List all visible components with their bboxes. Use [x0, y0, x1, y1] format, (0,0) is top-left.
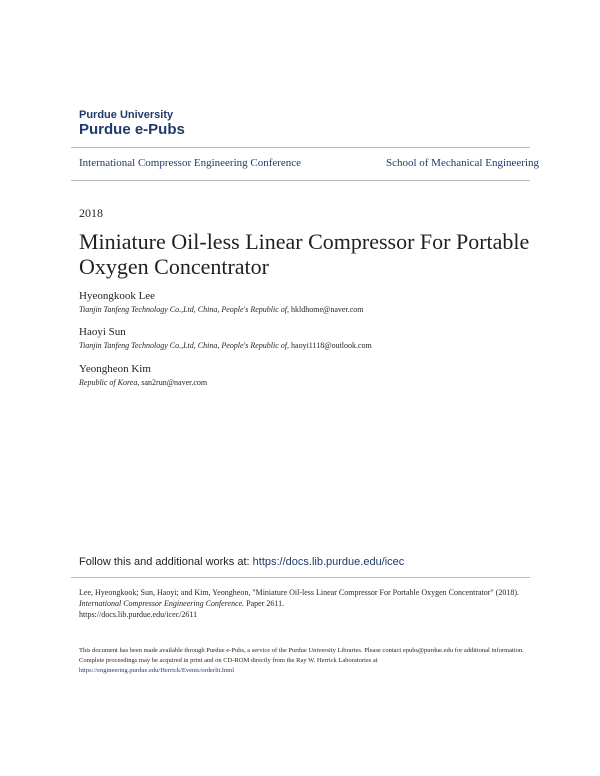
herrick-link[interactable]: https://engineering.purdue.edu/Herrick/Events/orderlit.html — [79, 667, 235, 674]
affiliation-org: Tianjin Tanfeng Technology Co.,Ltd, China, People's Republic of — [79, 305, 288, 314]
follow-divider — [71, 577, 530, 578]
conference-link[interactable]: International Compressor Engineering Conference — [79, 157, 302, 169]
notice-line-1: This document has been made available through Purdue e-Pubs, a service of the Purdue University Libraries. Please contact epubs@purdue.edu for additional information. — [79, 647, 524, 654]
notice-block — [79, 646, 529, 676]
author-affiliation: Republic of Korea, san2run@naver.com — [79, 378, 208, 387]
notice-line-2-text: Complete proceedings may be acquired in print and on CD-ROM directly from the Ray W. Herrick Laboratories at — [79, 657, 378, 664]
affiliation-org: Republic of Korea — [79, 378, 138, 387]
author-affiliation: Tianjin Tanfeng Technology Co.,Ltd, China, People's Republic of, hkldhome@naver.com — [79, 305, 364, 314]
institution-name: Purdue University — [79, 109, 174, 121]
nav-divider — [71, 180, 530, 181]
notice-line-2 — [79, 656, 529, 676]
affiliation-org: Tianjin Tanfeng Technology Co.,Ltd, China, People's Republic of — [79, 341, 288, 350]
top-divider — [71, 147, 530, 148]
follow-label: Follow this and additional works at: — [79, 556, 250, 568]
author-name: Haoyi Sun — [79, 326, 126, 338]
citation-journal: International Compressor Engineering Conference. — [79, 599, 245, 608]
author-email: hkldhome@naver.com — [291, 305, 364, 314]
publication-year: 2018 — [79, 206, 103, 220]
citation-block — [79, 587, 529, 620]
author-affiliation: Tianjin Tanfeng Technology Co.,Ltd, China, People's Republic of, haoyi1118@outlook.com — [79, 341, 372, 350]
author-name: Hyeongkook Lee — [79, 290, 156, 302]
school-link[interactable]: School of Mechanical Engineering — [385, 157, 539, 169]
follow-line — [79, 556, 404, 568]
author-email: haoyi1118@outlook.com — [291, 341, 372, 350]
paper-title: Miniature Oil-less Linear Compressor For Portable Oxygen Concentrator — [79, 229, 530, 279]
repository-name-link[interactable]: Purdue e-Pubs — [79, 121, 185, 138]
citation-paper: Paper 2611. — [246, 599, 285, 608]
citation-text: Lee, Hyeongkook; Sun, Haoyi; and Kim, Yeongheon, "Miniature Oil-less Linear Compressor For Portable Oxygen Concentrator" (2018). — [79, 588, 520, 597]
author-email: san2run@naver.com — [141, 378, 208, 387]
citation-url: https://docs.lib.purdue.edu/icec/2611 — [79, 610, 198, 619]
follow-link[interactable]: https://docs.lib.purdue.edu/icec — [252, 556, 405, 568]
author-name: Yeongheon Kim — [79, 363, 151, 375]
